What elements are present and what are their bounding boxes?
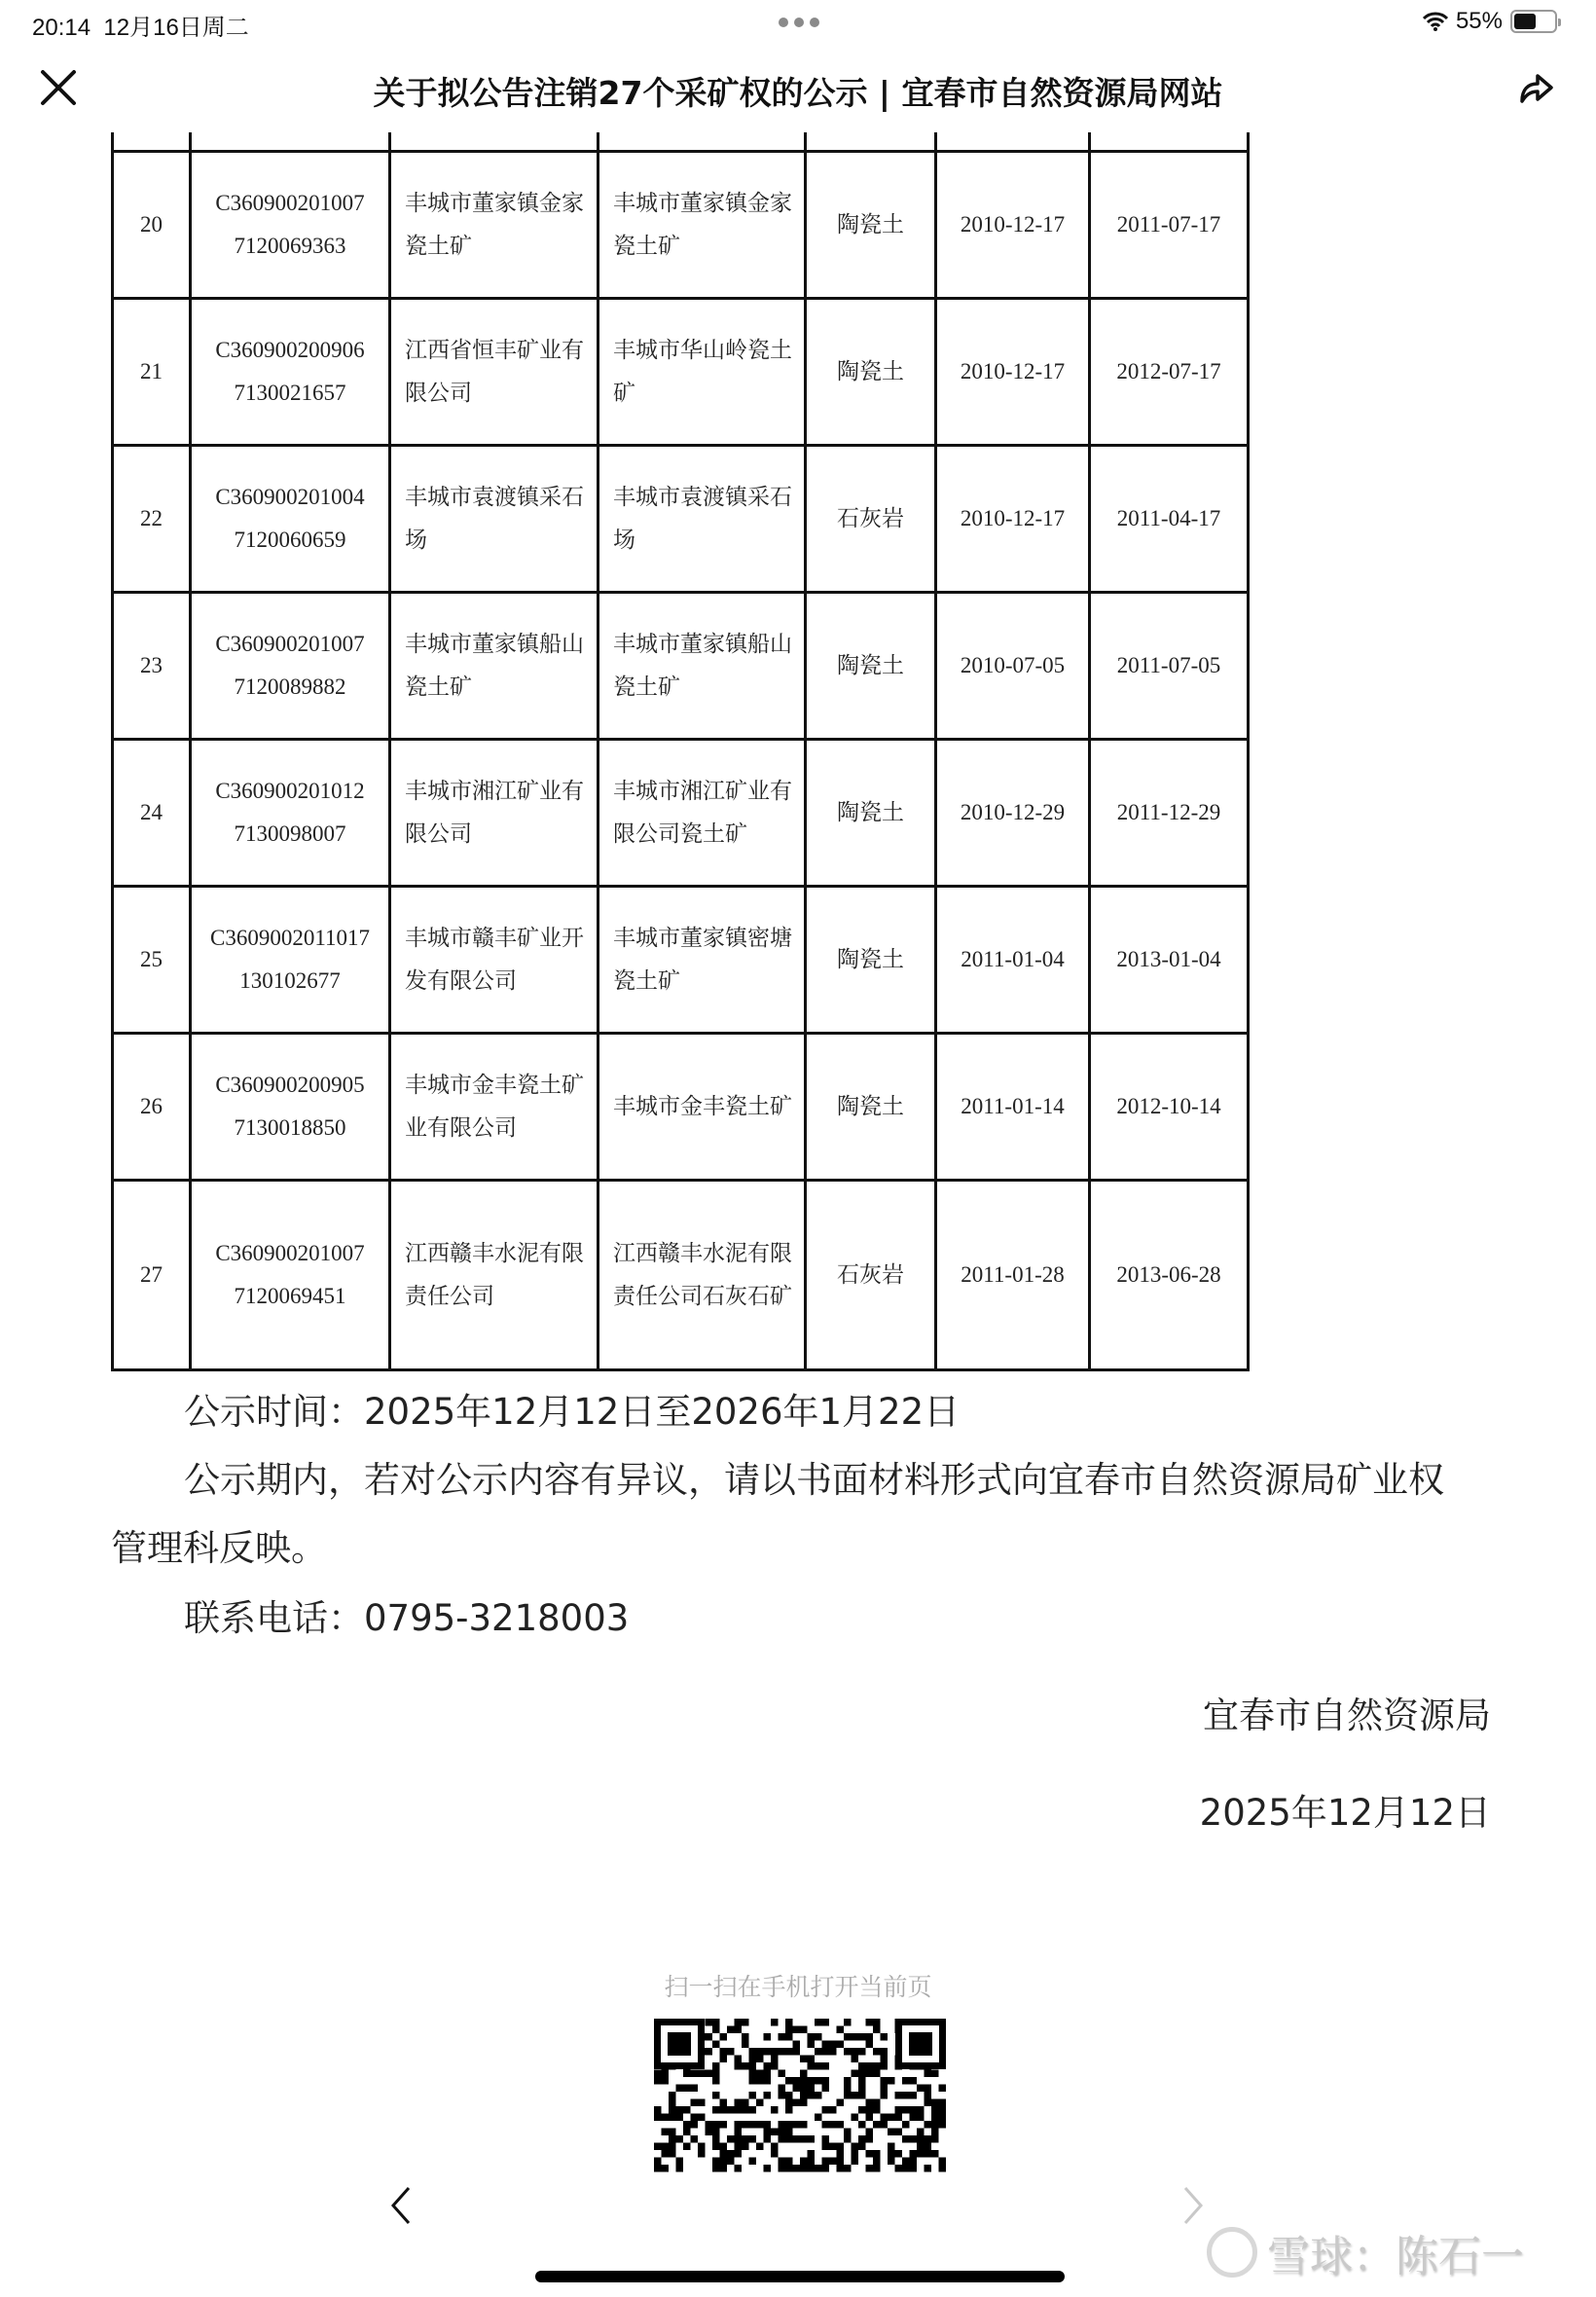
mine-name: 丰城市袁渡镇采石场 [598,445,806,592]
mine-name: 丰城市华山岭瓷土矿 [598,298,806,445]
mine-name: 丰城市湘江矿业有限公司瓷土矿 [598,739,806,886]
license-part: C360900201007 [215,1240,365,1265]
wifi-icon [1423,12,1448,31]
mine-name: 丰城市金丰瓷土矿 [598,1033,806,1180]
notice-period: 公示时间：2025年12月12日至2026年1月22日 [184,1391,961,1433]
license-part: 7130098007 [234,820,346,846]
mining-rights-table [111,132,1247,1371]
license-number [191,739,390,886]
objection-text-line1: 公示期内，若对公示内容有异议，请以书面材料形式向宜春市自然资源局矿业权 [184,1459,1444,1501]
valid-from: 2011-01-14 [936,1033,1090,1180]
valid-to: 2011-04-17 [1090,445,1249,592]
table-row [113,151,1249,298]
license-part: 7120060659 [234,527,346,552]
valid-from: 2010-12-17 [936,445,1090,592]
table-row [113,592,1249,739]
valid-to: 2013-06-28 [1090,1180,1249,1369]
date: 12月16日周二 [103,15,249,41]
valid-to: 2013-01-04 [1090,886,1249,1033]
license-part: C360900201007 [215,190,365,215]
watermark [1207,2221,1524,2283]
share-icon[interactable] [1516,68,1555,107]
row-number: 21 [113,298,191,445]
rights-holder: 丰城市赣丰矿业开发有限公司 [390,886,598,1033]
row-number: 26 [113,1033,191,1180]
forward-chevron-icon[interactable] [1179,2184,1209,2227]
rights-holder: 丰城市袁渡镇采石场 [390,445,598,592]
rights-holder: 江西省恒丰矿业有限公司 [390,298,598,445]
valid-to: 2011-07-05 [1090,592,1249,739]
valid-from: 2010-12-17 [936,151,1090,298]
nav-bar [0,49,1596,132]
row-number: 23 [113,592,191,739]
license-number [191,445,390,592]
license-part: 130102677 [239,967,341,993]
valid-to: 2012-07-17 [1090,298,1249,445]
mineral-type: 陶瓷土 [806,739,936,886]
valid-from: 2010-07-05 [936,592,1090,739]
status-bar [0,0,1596,49]
battery-icon [1510,10,1557,33]
valid-from: 2010-12-29 [936,739,1090,886]
valid-from: 2011-01-28 [936,1180,1090,1369]
status-time [32,8,249,42]
contact-phone: 联系电话：0795-3218003 [184,1597,630,1639]
license-part: 7120069363 [234,233,346,258]
mineral-type: 陶瓷土 [806,1033,936,1180]
license-number [191,1033,390,1180]
valid-from: 2010-12-17 [936,298,1090,445]
row-number: 25 [113,886,191,1033]
mineral-type: 陶瓷土 [806,592,936,739]
valid-from: 2011-01-04 [936,886,1090,1033]
qr-label: 扫一扫在手机打开当前页 [664,1973,932,2001]
back-chevron-icon[interactable] [385,2184,415,2227]
row-number: 22 [113,445,191,592]
rights-holder: 丰城市董家镇船山瓷土矿 [390,592,598,739]
rights-holder: 丰城市金丰瓷土矿业有限公司 [390,1033,598,1180]
rights-holder: 丰城市董家镇金家瓷土矿 [390,151,598,298]
license-number [191,592,390,739]
watermark-text: 雪球：陈石一 [1267,2232,1524,2281]
row-number: 24 [113,739,191,886]
issuer-signature: 宜春市自然资源局 [1203,1695,1491,1736]
page-title: 关于拟公告注销27个采矿权的公示 | 宜春市自然资源局网站 [373,74,1223,112]
license-part: C3609002011017 [210,925,370,950]
license-number [191,298,390,445]
rights-holder: 江西赣丰水泥有限责任公司 [390,1180,598,1369]
license-number [191,1180,390,1369]
license-number [191,886,390,1033]
clock: 20:14 [32,15,91,41]
valid-to: 2011-12-29 [1090,739,1249,886]
home-indicator[interactable] [535,2271,1065,2282]
valid-to: 2012-10-14 [1090,1033,1249,1180]
mineral-type: 石灰岩 [806,445,936,592]
multitask-dots-icon[interactable] [779,18,819,27]
battery-percent: 55% [1455,8,1503,34]
license-part: C360900201012 [215,778,365,803]
table-row [113,1180,1249,1369]
license-part: C360900201007 [215,631,365,656]
license-number [191,151,390,298]
issue-date: 2025年12月12日 [1199,1792,1491,1834]
license-part: 7130021657 [234,380,346,405]
qr-code [654,2019,946,2172]
mineral-type: 石灰岩 [806,1180,936,1369]
mineral-type: 陶瓷土 [806,151,936,298]
license-part: C360900200905 [215,1072,365,1097]
row-number: 27 [113,1180,191,1369]
xueqiu-logo-icon [1207,2227,1257,2278]
table-row [113,1033,1249,1180]
license-part: C360900200906 [215,337,365,362]
license-part: 7130018850 [234,1114,346,1140]
mine-name: 江西赣丰水泥有限责任公司石灰石矿 [598,1180,806,1369]
table-row [113,739,1249,886]
table-row [113,298,1249,445]
rights-holder: 丰城市湘江矿业有限公司 [390,739,598,886]
mineral-type: 陶瓷土 [806,886,936,1033]
table-row [113,886,1249,1033]
mine-name: 丰城市董家镇船山瓷土矿 [598,592,806,739]
row-number: 20 [113,151,191,298]
license-part: C360900201004 [215,484,365,509]
mine-name: 丰城市董家镇密塘瓷土矿 [598,886,806,1033]
license-part: 7120069451 [234,1283,346,1308]
valid-to: 2011-07-17 [1090,151,1249,298]
status-indicators [1423,8,1557,35]
mineral-type: 陶瓷土 [806,298,936,445]
license-part: 7120089882 [234,674,346,699]
objection-text-line2: 管理科反映。 [111,1527,327,1569]
mine-name: 丰城市董家镇金家瓷土矿 [598,151,806,298]
table-row-partial [113,132,1249,151]
table-row [113,445,1249,592]
